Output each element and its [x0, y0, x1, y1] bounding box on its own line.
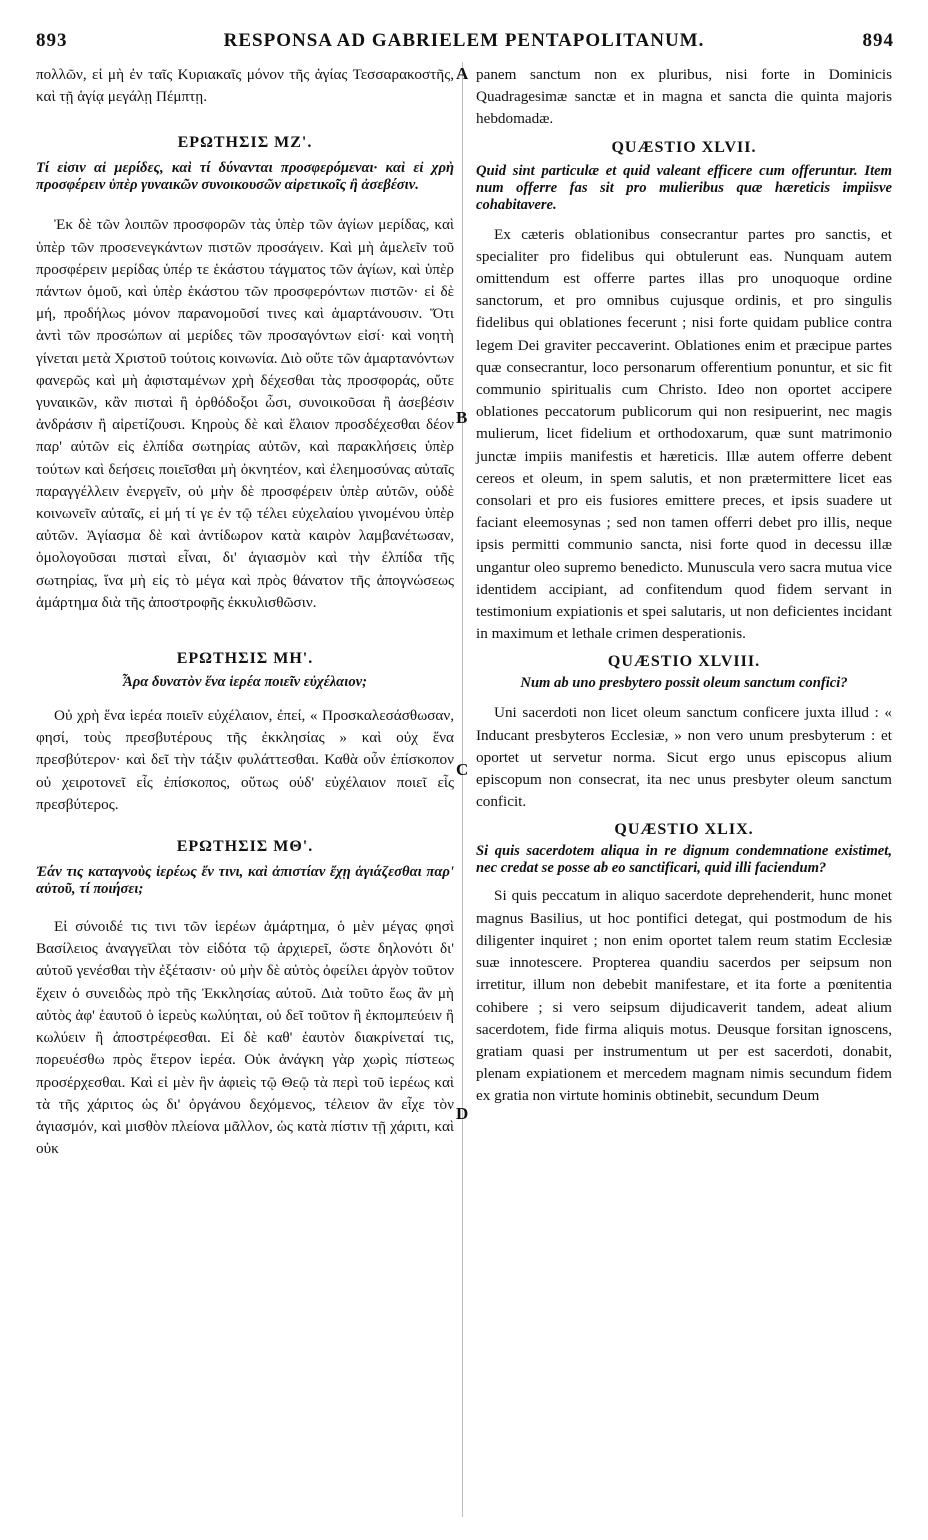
- greek-q49-answer: Εἰ σύνοιδέ τις τινι τῶν ἱερέων ἁμάρτημα, ὁ μὲν μέγας φησὶ Βασίλειος ἀναγγεῖλαι τὸν εἰδότα τῷ ἀρχιερεῖ, ὥστε δηλονότι δι' αὐτοῦ γενέσθαι τὴν ἐξέτασιν· οὐ μὴν δὲ αὐτὸς ὀφείλει ἀργὸν τοῦτον ἔχειν ὁ συνειδὼς πρὸ τῆς Ἐκκλησίας αὐτοῦ. Διὰ τοῦτο ἕως ἂν μὴ αὐτὸς ἀφ' ἑαυτοῦ ὁ ἱερεὺς κωλύηται, οὐ δεῖ τοῦτον ἢ ἐκπομπεύειν ἢ κωλύειν ἢ ἀποστρέφεσθαι. Εἰ δὲ καθ' ἑαυτὸν διακρίνεταί τις, πορευέσθω πρὸς ἕτερον ἱερέα. Οὐκ ἀνάγκη γὰρ χωρὶς πίστεως προσέρχεσθαι. Καὶ εἰ μὲν ἣν ἀφιεὶς τῷ Θεῷ τὰ περὶ τοῦ ἱερέως καὶ τὰ τῆς χάριτος ὡς δι' ὀργάνου δεχόμενος, τέλειον ἂν εἶχε τὸν ἁγιασμόν, καὶ μισθὸν πλείονα μᾶλλον, ὡς κατὰ πίστιν τῇ χάριτι, καὶ οὐκ: [36, 918, 454, 1158]
- latin-column: [476, 64, 892, 1108]
- latin-q47-heading: QUÆSTIO XLVII.: [611, 138, 757, 156]
- column-divider: [462, 62, 463, 1517]
- greek-q48-question: Ἆρα δυνατὸν ἕνα ἱερέα ποιεῖν εὐχέλαιον;: [123, 674, 367, 691]
- greek-q48-heading: ΕΡΩΤΗΣΙΣ ΜΗ'.: [176, 650, 314, 668]
- latin-intro: panem sanctum non ex pluribus, nisi forte in Dominicis Quadragesimæ sanctæ et in magna et sancta die quinta majoris hebdomadæ.: [476, 66, 892, 128]
- greek-q49-heading: ΕΡΩΤΗΣΙΣ ΜΘ'.: [176, 838, 314, 856]
- running-title: RESPONSA AD GABRIELEM PENTAPOLITANUM.: [223, 30, 705, 51]
- latin-q48-answer: Uni sacerdoti non licet oleum sanctum conficere juxta illud : « Inducant presbyteros Ecclesiæ, » non vero unum presbyterum : et oportet ut servetur norma. Sicut ergo unus episcopus alium episcopum non consecrat, ita nec unus presbyter oleum sanctum conficit.: [476, 704, 892, 811]
- greek-q47-answer: Ἐκ δὲ τῶν λοιπῶν προσφορῶν τὰς ὑπὲρ τῶν ἁγίων μερίδας, καὶ ὑπὲρ τῶν προσενεγκάντων πιστῶν προσάγειν. Καὶ μὴ ἀμελεῖν τοῦ προσφέρειν μερίδας ὑπέρ τε ἑκάστου τάγματος τῶν ἁγίων, καὶ ὑπὲρ πάντων ὁμοῦ, καὶ ὑπὲρ ἑκάστου τῶν προσφερόντων πιστῶν· εἰ δὲ μή, προδήλως μόνον παρανομοῦσί τινες καὶ ἁμαρτάνουσιν. Ὅτι ἀντὶ τῶν προσώπων αἱ μερίδες τῶν προσαγόντων εἰσί· καὶ νοητὴ γίνεται μετὰ Χριστοῦ τούτοις κοινωνία. Διὸ οὔτε τῶν ἁμαρτανόντων φανερῶς καὶ μὴ ἀφισταμένων χρὴ δέχεσθαι τὰς προσφοράς, οὔτε γυναικῶν, κἂν πισταὶ ἢ ὀρθόδοξοι ὦσι, συνοικοῦσαι ἢ ἀσεβέσιν ἀνδράσιν ἢ αἱρετίζουσι. Κηροὺς δὲ καὶ ἔλαιον προσδέχεσθαι δέον παρ' αὐτῶν εἰς ἐλπίδα σωτηρίας αὐτῶν, καὶ παρακλήσεις ὑπὲρ τούτων καὶ δεήσεις ποιεῖσθαι μὴ ὀκνητέον, καὶ ἐλεημοσύνας αὐταῖς παραγγέλλειν ἐνεργεῖν, οὐ μὴν δὲ προσφέρειν ὑπὲρ αὐτῶν, οὐδὲ κοινωνεῖν αὐταῖς, εἰ μή τί γε ἐν τῷ τέλει εὐχελαίου γινομένου ὑπὲρ αὐτῶν. Ἁγίασμα δὲ καὶ ἀντίδωρον κατὰ καιρὸν λαμβανέτωσαν, ὁμολογοῦσαι πισταὶ εἶναι, δι' ἁγιασμὸν καὶ τὴν ἐλπίδα τῆς σωτηρίας, ἵνα μὴ εἰς τὸ μέγα καὶ πρὸς θάνατον τῆς ἀπογνώσεως ἁμάρτημα διὰ τῆς ἀποστροφῆς ἐκκυλισθῶσιν.: [36, 216, 454, 611]
- greek-intro: πολλῶν, εἰ μὴ ἐν ταῖς Κυριακαῖς μόνον τῆς ἁγίας Τεσσαρακοστῆς, καὶ τῇ ἁγίᾳ μεγάλῃ Πέμπτῃ.: [36, 66, 454, 106]
- right-page-number: 894: [862, 30, 894, 51]
- latin-q47-question: Quid sint particulæ et quid valeant efficere cum offeruntur. Item num offerre fas sit pro mulieribus quæ hæreticis impiisve cohabitaverе.: [476, 162, 892, 213]
- left-page-number: 893: [36, 30, 68, 51]
- greek-q48-answer: Οὐ χρὴ ἕνα ἱερέα ποιεῖν εὐχέλαιον, ἐπεί, « Προσκαλεσάσθωσαν, φησί, τοὺς πρεσβυτέρους τῆς ἐκκλησίας » καὶ οὐχ ἕνα πρεσβύτερον· καὶ δεῖ τὴν τάξιν φυλάττεσθαι. Καθὰ οὖν ἐπίσκοπον οὐ χειροτονεῖ εἷς ἐπίσκοπος, οὕτως οὐδ' εὐχέλαιον ποιεῖ εἷς πρεσβύτερος.: [36, 707, 454, 813]
- margin-marker-d: D: [456, 1104, 469, 1123]
- margin-marker-c: C: [456, 760, 469, 779]
- latin-q49-answer: Si quis peccatum in aliquo sacerdote deprehenderit, hunc monet magnus Basilius, ut hoc pontifici detegat, qui postmodum de his diligenter inquiret ; non enim oportet talem reum statim Ecclesiæ suæ innotescere. Propterea quandiu sacerdos per seipsum non irretitur, illum non debebit manifestare, et ita forte a pœnitentia cohibere ; si vero seipsum dijudicaverit tandem, adeat alium sacerdotem, fide firma aliquis motus. Deusque forsitan ignoscens, gratiam quasi per instrumentum ut per est sacerdoti, donabit, plenam expiationem et mercedem magnam nimis secundum fidem ex gratia non virtute hominis obtinebit, secundum Deum: [476, 887, 892, 1105]
- latin-q49-heading: QUÆSTIO XLIX.: [614, 821, 754, 839]
- margin-marker-a: A: [456, 64, 469, 83]
- running-header: [30, 30, 898, 56]
- greek-column: [36, 64, 454, 1160]
- latin-q47-answer: Ex cæteris oblationibus consecrantur partes pro sanctis, et specialiter pro fidelibus qui obtulerunt eas. Nunquam autem omittendum est offerre partes illas pro unoquoque ordine sanctorum, et pro omnibus cujusque ordinis, et pro singulis fidelibus qui oblationes fecerunt ; nisi forte quidam publice contra legem Dei graviter peccaverint. Oblationes enim et præcipue partes quæ consecrantur, loco personarum offerentium ponuntur, et sic fit communio spiritualis cum Christo. Ideo non oportet accipere oblationes peccatorum publicorum qui non resipuerint, nec magis mulierum, licet fidelium et orthodoxarum, quæ sunt matrimonio junctæ impiis manifestis et hæreticis. Illæ autem offerre debent cereos et oleum, in spem salutis, et non prætermittere licet eas consolari et pro eis fusiores emittere preces, et ipsis suadere ut faciant eleemosynas ; sed non tamen offerri debet pro illis, neque ipsis permitti communio sancta, nisi forte quod in decessu illæ ungantur oleo supremo benedicto. Munuscula vero sacra mutua vice identidem accipiant, ad confitendum quod fidem servant in testimonium expiationis et spei salutaris, ut non deficientes incidant in maximum et lethale crimen desperationis.: [476, 225, 892, 643]
- margin-marker-b: B: [456, 408, 468, 427]
- latin-q48-heading: QUÆSTIO XLVIII.: [607, 653, 761, 671]
- latin-q48-question: Num ab uno presbytero possit oleum sanctum confici?: [520, 675, 848, 692]
- latin-q49-question: Si quis sacerdotem aliqua in re dignum condemnatione existimet, nec credat se posse ab eo sanctificari, quid illi faciendum?: [476, 843, 892, 877]
- greek-q49-question: Ἐάν τις καταγνοὺς ἱερέως ἔν τινι, καὶ ἀπιστίαν ἔχῃ ἁγιάζεσθαι παρ' αὐτοῦ, τί ποιήσει;: [36, 864, 454, 898]
- greek-q47-heading: ΕΡΩΤΗΣΙΣ ΜΖ'.: [177, 134, 313, 152]
- greek-q47-question: Τί εἰσιν αἱ μερίδες, καὶ τί δύνανται προσφερόμεναι· καὶ εἰ χρὴ προσφέρειν ὑπὲρ γυναικῶν συνοικουσῶν αἱρετικοῖς ἢ ἀσεβέσιν.: [36, 160, 454, 194]
